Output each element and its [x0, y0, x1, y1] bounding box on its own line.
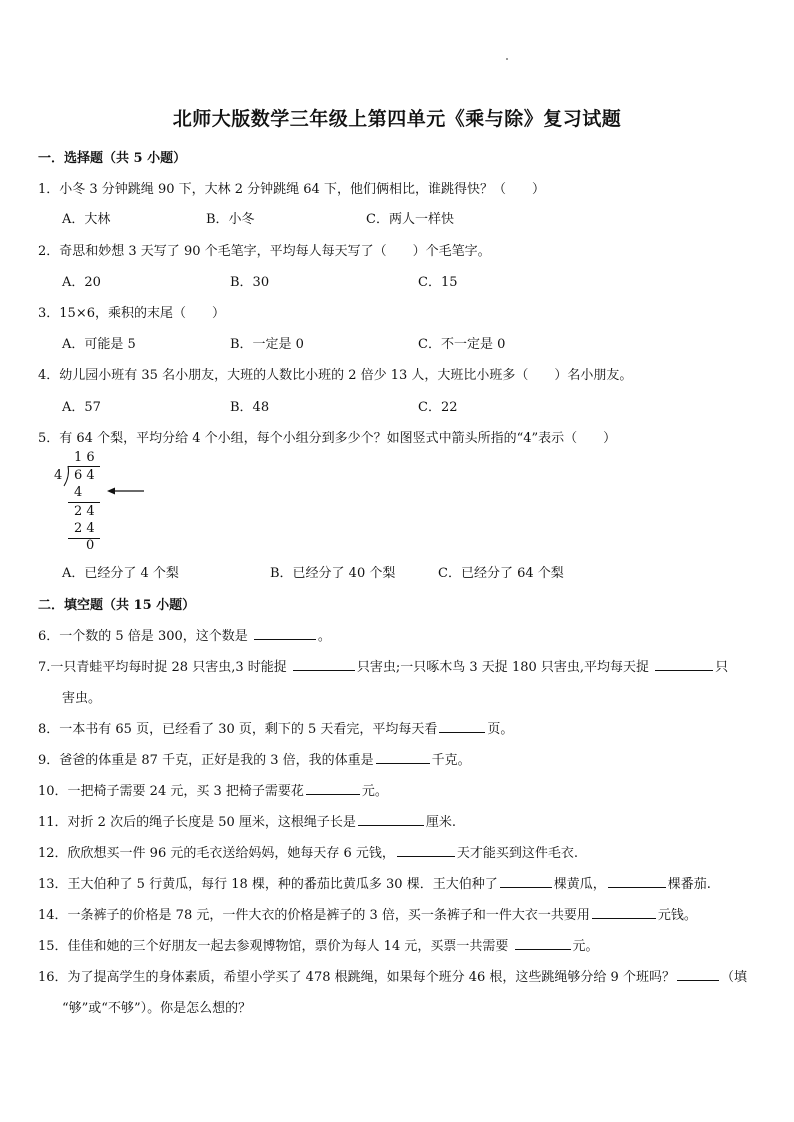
question-10	[38, 780, 388, 799]
question-2: 2．奇思和妙想 3 天写了 90 个毛笔字，平均每人每天写了（ ）个毛笔字。	[38, 244, 491, 259]
q1-option-a: A．大林	[62, 212, 111, 227]
division-remainder: 0	[86, 538, 95, 553]
q8-end: 页。	[487, 722, 514, 737]
q14-blank[interactable]	[592, 905, 656, 919]
question-1: 1．小冬 3 分钟跳绳 90 下，大林 2 分钟跳绳 64 下，他们俩相比，谁跳得快？（ ）	[38, 182, 545, 197]
q1-option-c: C．两人一样快	[366, 212, 454, 227]
question-7-cont: 害虫。	[62, 691, 102, 706]
q13-text: 13．王大伯种了 5 行黄瓜，每行 18 棵，种的番茄比黄瓜多 30 棵．王大伯种了	[38, 877, 498, 892]
long-division-figure	[50, 448, 160, 558]
division-step3: 2 4	[74, 521, 95, 536]
q9-end: 千克。	[431, 753, 471, 768]
q10-blank[interactable]	[306, 781, 360, 795]
q13-blank-2[interactable]	[608, 874, 666, 888]
q4-option-b: B．48	[230, 400, 270, 415]
q13-blank-1[interactable]	[500, 874, 552, 888]
division-step1: 4	[74, 485, 83, 500]
q15-blank[interactable]	[515, 936, 571, 950]
q16-text-2: （填	[720, 970, 747, 985]
division-dividend: 6 4	[74, 468, 95, 483]
q5-option-c: C．已经分了 64 个梨	[438, 566, 564, 581]
q12-end: 天才能买到这件毛衣.	[456, 846, 579, 861]
question-14	[38, 904, 697, 923]
q11-text: 11．对折 2 次后的绳子长度是 50 厘米，这根绳子长是	[38, 815, 356, 830]
q3-option-c: C．不一定是 0	[418, 337, 506, 352]
q14-text: 14．一条裤子的价格是 78 元，一件大衣的价格是裤子的 3 倍，买一条裤子和一件大衣一共要用	[38, 908, 590, 923]
q15-text: 15．佳佳和她的三个好朋友一起去参观博物馆，票价为每人 14 元，买票一共需要	[38, 939, 509, 954]
q6-text: 6．一个数的 5 倍是 300，这个数是	[38, 629, 248, 644]
q14-end: 元钱。	[657, 908, 697, 923]
question-15	[38, 935, 599, 954]
q6-end: 。	[317, 629, 331, 644]
question-7	[38, 656, 728, 675]
arrow-left-icon	[106, 486, 146, 496]
q9-text: 9．爸爸的体重是 87 千克，正好是我的 3 倍，我的体重是	[38, 753, 374, 768]
q8-blank[interactable]	[439, 719, 485, 733]
question-11	[38, 811, 456, 830]
question-4: 4．幼儿园小班有 35 名小朋友，大班的人数比小班的 2 倍少 13 人，大班比小班多（ ）名小朋友。	[38, 368, 633, 383]
division-bar	[68, 466, 100, 467]
question-5: 5．有 64 个梨，平均分给 4 个小组，每个小组分到多少个？如图竖式中箭头所指的“4”表示（ ）	[38, 431, 617, 446]
question-6	[38, 625, 331, 644]
q16-text: 16．为了提高学生的身体素质，希望小学买了 478 根跳绳，如果每个班分 46 根，这些跳绳够分给 9 个班吗？	[38, 970, 675, 985]
q2-option-a: A．20	[62, 275, 101, 290]
question-16	[38, 966, 747, 985]
q8-text: 8．一本书有 65 页，已经看了 30 页，剩下的 5 天看完，平均每天看	[38, 722, 438, 737]
q13-text-2: 棵黄瓜，	[553, 877, 606, 892]
q1-option-b: B．小冬	[206, 212, 255, 227]
q4-option-a: A．57	[62, 400, 101, 415]
section-heading-choice: 一．选择题（共 5 小题）	[38, 151, 187, 166]
q7-text-2: 只害虫;一只啄木鸟 3 天捉 180 只害虫,平均每天捉	[356, 660, 650, 675]
q5-option-a: A．已经分了 4 个梨	[62, 566, 179, 581]
q11-blank[interactable]	[358, 812, 424, 826]
q5-option-b: B．已经分了 40 个梨	[270, 566, 396, 581]
section-heading-fill: 二．填空题（共 15 小题）	[38, 598, 196, 613]
question-12	[38, 842, 578, 861]
q6-blank[interactable]	[254, 626, 316, 640]
question-16-cont: “够”或“不够”）。你是怎么想的？	[62, 1001, 252, 1016]
question-13	[38, 873, 711, 892]
question-8	[38, 718, 513, 737]
q15-end: 元。	[572, 939, 599, 954]
q16-blank[interactable]	[677, 967, 719, 981]
q3-option-b: B．一定是 0	[230, 337, 304, 352]
q13-end: 棵番茄.	[667, 877, 711, 892]
q7-text-1: 7.一只青蛙平均每时捉 28 只害虫,3 时能捉	[38, 660, 287, 675]
question-9	[38, 749, 471, 768]
q9-blank[interactable]	[376, 750, 430, 764]
page-title: 北师大版数学三年级上第四单元《乘与除》复习试题	[172, 108, 622, 130]
q12-text: 12．欣欣想买一件 96 元的毛衣送给妈妈，她每天存 6 元钱，	[38, 846, 395, 861]
division-bracket	[62, 464, 72, 488]
division-line-1	[68, 502, 100, 503]
q7-blank-1[interactable]	[293, 657, 355, 671]
division-quotient: 1 6	[74, 450, 95, 465]
division-step2: 2 4	[74, 504, 95, 519]
q3-option-a: A．可能是 5	[62, 337, 136, 352]
q4-option-c: C．22	[418, 400, 458, 415]
q2-option-c: C．15	[418, 275, 458, 290]
question-3: 3．15×6，乘积的末尾（ ）	[38, 306, 225, 321]
q7-blank-2[interactable]	[655, 657, 713, 671]
q7-text-3: 只	[715, 660, 729, 675]
q10-text: 10．一把椅子需要 24 元，买 3 把椅子需要花	[38, 784, 304, 799]
scan-dot	[506, 58, 508, 60]
division-line-2	[68, 538, 100, 539]
q11-end: 厘米.	[425, 815, 457, 830]
q12-blank[interactable]	[397, 843, 455, 857]
q2-option-b: B．30	[230, 275, 270, 290]
q10-end: 元。	[361, 784, 388, 799]
division-divisor: 4	[54, 468, 63, 483]
